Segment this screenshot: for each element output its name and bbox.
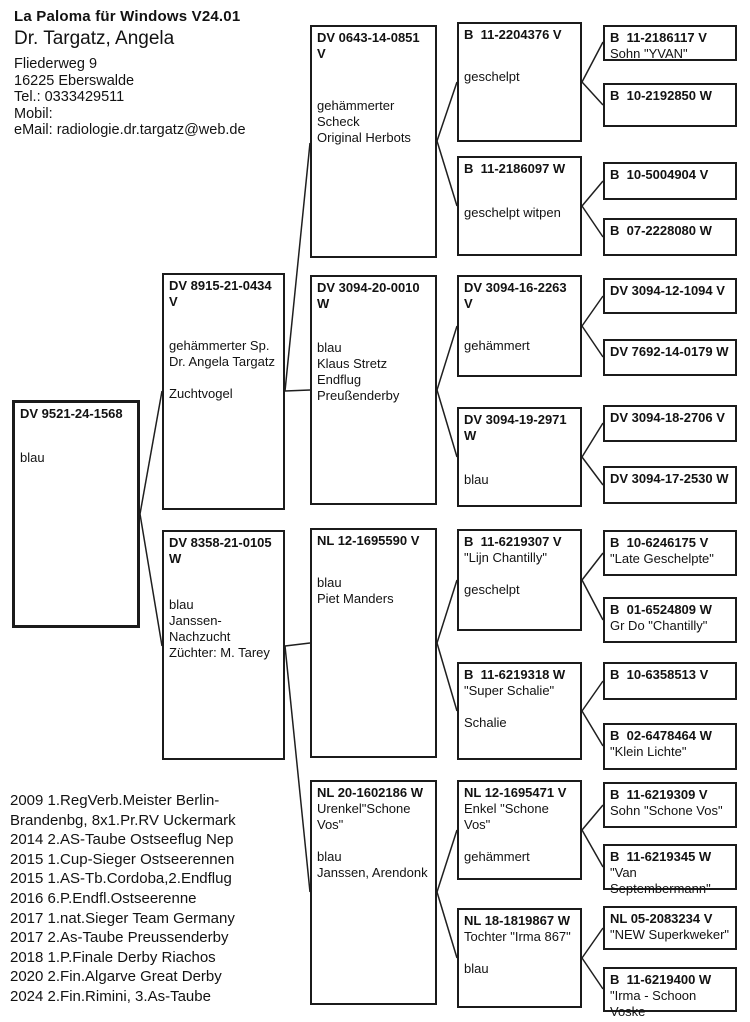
ring-number: B 11-6219345 W [610,849,712,864]
achievement-line: 2009 1.RegVerb.Meister Berlin- [10,792,220,809]
pedigree-box-gen5-1: B 11-2186117 V Sohn "YVAN" [603,25,737,61]
ring-number: B 10-6358513 V [610,667,709,682]
ring-number: DV 7692-14-0179 W [610,344,729,359]
owner-email: eMail: radiologie.dr.targatz@web.de [14,122,246,138]
pedigree-box-gen4-1: B 11-2204376 V geschelpt [457,22,582,142]
ring-number: B 11-2186097 W [464,161,566,176]
ring-number: DV 9521-24-1568 [20,406,123,421]
loft-header [14,8,246,139]
achievement-line: 2017 1.nat.Sieger Team Germany [10,909,235,927]
pedigree-box-gen5-8 [603,466,737,504]
owner-phone: Tel.: 0333429511 [14,89,125,105]
pedigree-box-gen5-4 [603,218,737,256]
pedigree-box-gen5-13: B 11-6219309 V Sohn "Schone Vos" [603,782,737,828]
pedigree-box-gen4-2: B 11-2186097 W geschelpt witpen [457,156,582,256]
ring-number: NL 20-1602186 W [317,785,423,800]
pedigree-box-gen3-3: NL 12-1695590 V blau Piet Manders [310,528,437,758]
achievement-line: 2017 2.As-Taube Preussenderby [10,929,229,947]
ring-number: DV 8915-21-0434 V [169,278,276,309]
pedigree-box-gen5-3 [603,162,737,200]
pedigree-box-gen4-3: DV 3094-16-2263 V gehämmert [457,275,582,377]
pedigree-box-gen3-1: DV 0643-14-0851 V gehämmerter Scheck Original Herbots [310,25,437,258]
owner-street: Fliederweg 9 [14,56,98,72]
pedigree-box-gen5-12: B 02-6478464 W "Klein Lichte" [603,723,737,770]
pedigree-box-gen5-15: NL 05-2083234 V "NEW Superkweker" [603,906,737,950]
achievement-line: 2016 6.P.Endfl.Ostseerenne [10,889,197,907]
owner-city: 16225 Eberswalde [14,72,135,89]
achievement-line: Brandenbg, 8x1.Pr.RV Uckermark [10,811,236,829]
ring-number: NL 12-1695590 V [317,533,420,548]
ring-number: DV 3094-19-2971 W [464,412,571,443]
ring-number: B 01-6524809 W [610,602,712,617]
ring-number: B 07-2228080 W [610,223,712,238]
achievements-list [10,791,236,1007]
ring-number: B 11-6219309 V [610,787,708,802]
ring-number: B 10-6246175 V [610,535,709,550]
achievement-line: 2014 2.AS-Taube Ostseeflug Nep [10,831,234,849]
pedigree-box-gen3-2: DV 3094-20-0010 W blau Klaus Stretz Endflug Preußenderby [310,275,437,505]
pedigree-box-gen5-14: B 11-6219345 W "Van Septembermann" [603,844,737,890]
pedigree-box-gen5-11 [603,662,737,700]
ring-number: B 11-2186117 V [610,30,707,45]
pedigree-box-gen4-5: B 11-6219307 V "Lijn Chantilly" geschelpt [457,529,582,631]
ring-number: DV 3094-18-2706 V [610,410,725,425]
ring-number: B 10-2192850 W [610,88,712,103]
pedigree-box-gen4-4: DV 3094-19-2971 W blau [457,407,582,507]
owner-name: Dr. Targatz, Angela [14,28,175,49]
pedigree-box-gen5-7 [603,405,737,442]
ring-number: DV 3094-17-2530 W [610,471,729,486]
ring-number: DV 3094-16-2263 V [464,280,571,311]
ring-number: B 10-5004904 V [610,167,709,182]
pedigree-box-gen4-7: NL 12-1695471 V Enkel "Schone Vos" gehämmert [457,780,582,880]
ring-number: B 02-6478464 W [610,728,712,743]
pedigree-box-gen5-9: B 10-6246175 V "Late Geschelpte" [603,530,737,576]
ring-number: B 11-2204376 V [464,27,562,42]
pedigree-box-gen4-6: B 11-6219318 W "Super Schalie" Schalie [457,662,582,760]
pedigree-box-gen2-2: DV 8358-21-0105 W blau Janssen-Nachzucht Züchter: M. Tarey [162,530,285,760]
achievement-line: 2018 1.P.Finale Derby Riachos [10,948,216,966]
pedigree-box-gen2-1: DV 8915-21-0434 V gehämmerter Sp. Dr. Angela Targatz Zuchtvogel [162,273,285,510]
pedigree-box-gen5-16: B 11-6219400 W "Irma - Schoon Voske [603,967,737,1012]
ring-number: NL 05-2083234 V [610,911,713,926]
achievement-line: 2015 1.AS-Tb.Cordoba,2.Endflug [10,870,232,888]
ring-number: B 11-6219400 W [610,972,712,987]
achievement-line: 2024 2.Fin.Rimini, 3.As-Taube [10,987,211,1005]
pedigree-box-gen5-10: B 01-6524809 W Gr Do "Chantilly" [603,597,737,643]
pedigree-box-gen5-6 [603,339,737,376]
pedigree-box-gen3-4: NL 20-1602186 W Urenkel"Schone Vos" blau Janssen, Arendonk [310,780,437,1005]
ring-number: DV 3094-12-1094 V [610,283,725,298]
ring-number: B 11-6219307 V [464,534,562,549]
pedigree-box-gen5-2 [603,83,737,127]
ring-number: NL 12-1695471 V [464,785,567,800]
ring-number: NL 18-1819867 W [464,913,570,928]
ring-number: DV 3094-20-0010 W [317,280,424,311]
owner-mobile: Mobil: [14,105,53,122]
ring-number: DV 0643-14-0851 V [317,30,424,61]
pedigree-box-gen4-8: NL 18-1819867 W Tochter "Irma 867" blau [457,908,582,1008]
ring-number: B 11-6219318 W [464,667,566,682]
app-title: La Paloma für Windows V24.01 [14,8,241,25]
achievement-line: 2015 1.Cup-Sieger Ostseerennen [10,850,235,868]
ring-number: DV 8358-21-0105 W [169,535,276,566]
pedigree-box-gen1-1: DV 9521-24-1568 blau [12,400,140,628]
pedigree-box-gen5-5 [603,278,737,314]
achievement-line: 2020 2.Fin.Algarve Great Derby [10,968,222,986]
